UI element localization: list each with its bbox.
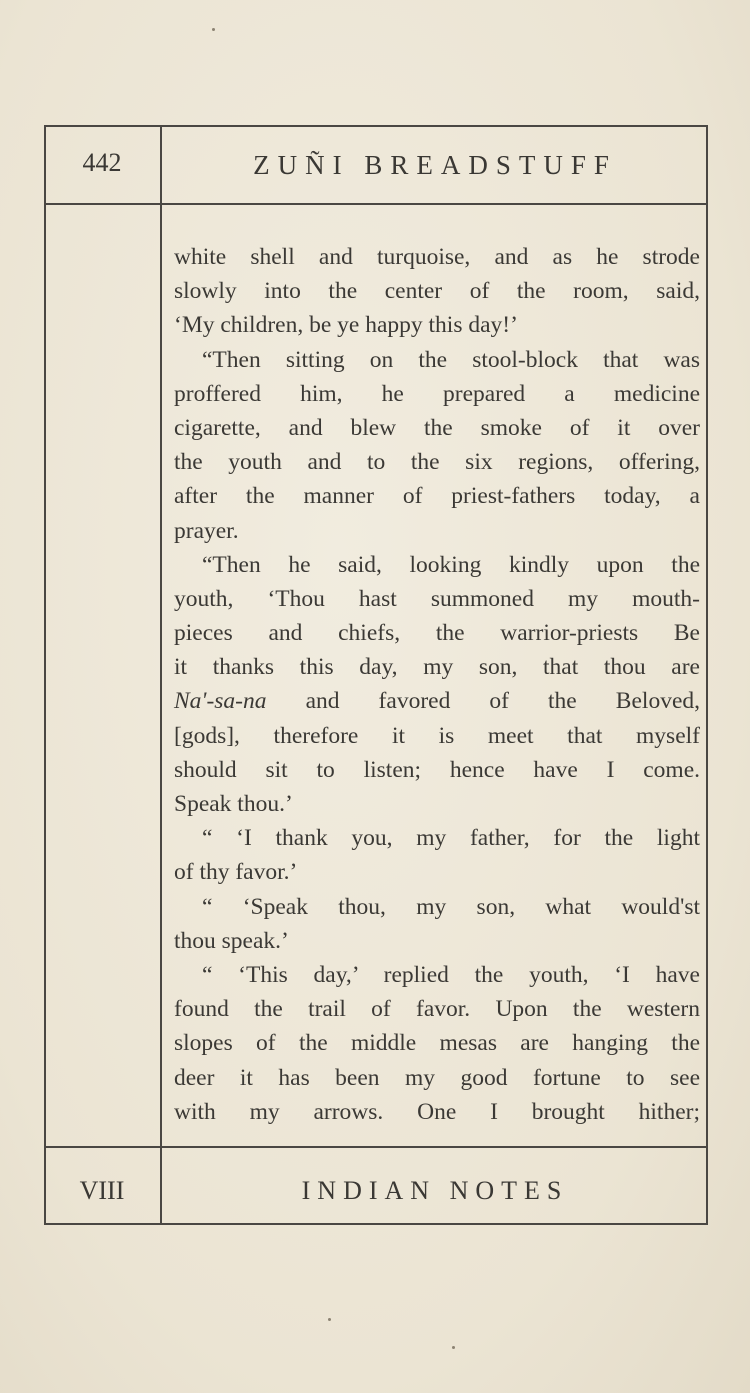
text-line: the youth and to the six regions, offering, [174, 449, 700, 476]
italic-term: Na'-sa-na [174, 688, 267, 715]
text-line: youth, ‘Thou hast summoned my mouth- [174, 585, 700, 612]
text-line: [gods], therefore it is meet that myself [174, 722, 700, 749]
header-column-divider [160, 125, 162, 1225]
text-line [174, 684, 700, 718]
text-line: Speak thou.’ [174, 791, 293, 817]
footer-rule [44, 1146, 708, 1148]
text-line: cigarette, and blew the smoke of it over [174, 414, 700, 441]
text-line: pieces and chiefs, the warrior-priests Be [174, 620, 700, 647]
paper-speck [328, 1318, 331, 1321]
text-line: “ ‘Speak thou, my son, what would'st [202, 893, 700, 920]
running-title: ZUÑI BREADSTUFF [253, 150, 617, 180]
text-line: “ ‘This day,’ replied the youth, ‘I have [202, 961, 700, 988]
text-line: prayer. [174, 517, 239, 544]
text-line: slowly into the center of the room, said, [174, 278, 700, 305]
text-line: with my arrows. One I brought hither; [174, 1098, 700, 1125]
text-line: found the trail of favor. Upon the western [174, 996, 700, 1023]
text-line: proffered him, he prepared a medicine [174, 380, 700, 407]
text-line: should sit to listen; hence have I come. [174, 756, 700, 783]
text-line: “Then sitting on the stool-block that was [202, 346, 700, 373]
section-number: VIII [79, 1176, 125, 1205]
series-title: INDIAN NOTES [301, 1176, 569, 1205]
header-rule [44, 203, 708, 205]
text-line: white shell and turquoise, and as he strode [174, 244, 700, 270]
text-line: after the manner of priest-fathers today, a [174, 483, 700, 510]
text-line: thou speak.’ [174, 927, 289, 954]
text-line: “Then he said, looking kindly upon the [202, 551, 700, 578]
text-line: of thy favor.’ [174, 859, 298, 886]
text-line: deer it has been my good fortune to see [174, 1064, 700, 1091]
paper-speck [452, 1346, 455, 1349]
paper-speck [212, 28, 215, 31]
text-line: “ ‘I thank you, my father, for the light [202, 825, 700, 852]
text-line: it thanks this day, my son, that thou are [174, 654, 700, 681]
text-line: slopes of the middle mesas are hanging the [174, 1030, 700, 1057]
text-line: ‘My children, be ye happy this day!’ [174, 312, 518, 339]
body-text [174, 240, 700, 1129]
text-segment: and favored of the Beloved, [266, 688, 700, 715]
page-number: 442 [82, 148, 122, 177]
